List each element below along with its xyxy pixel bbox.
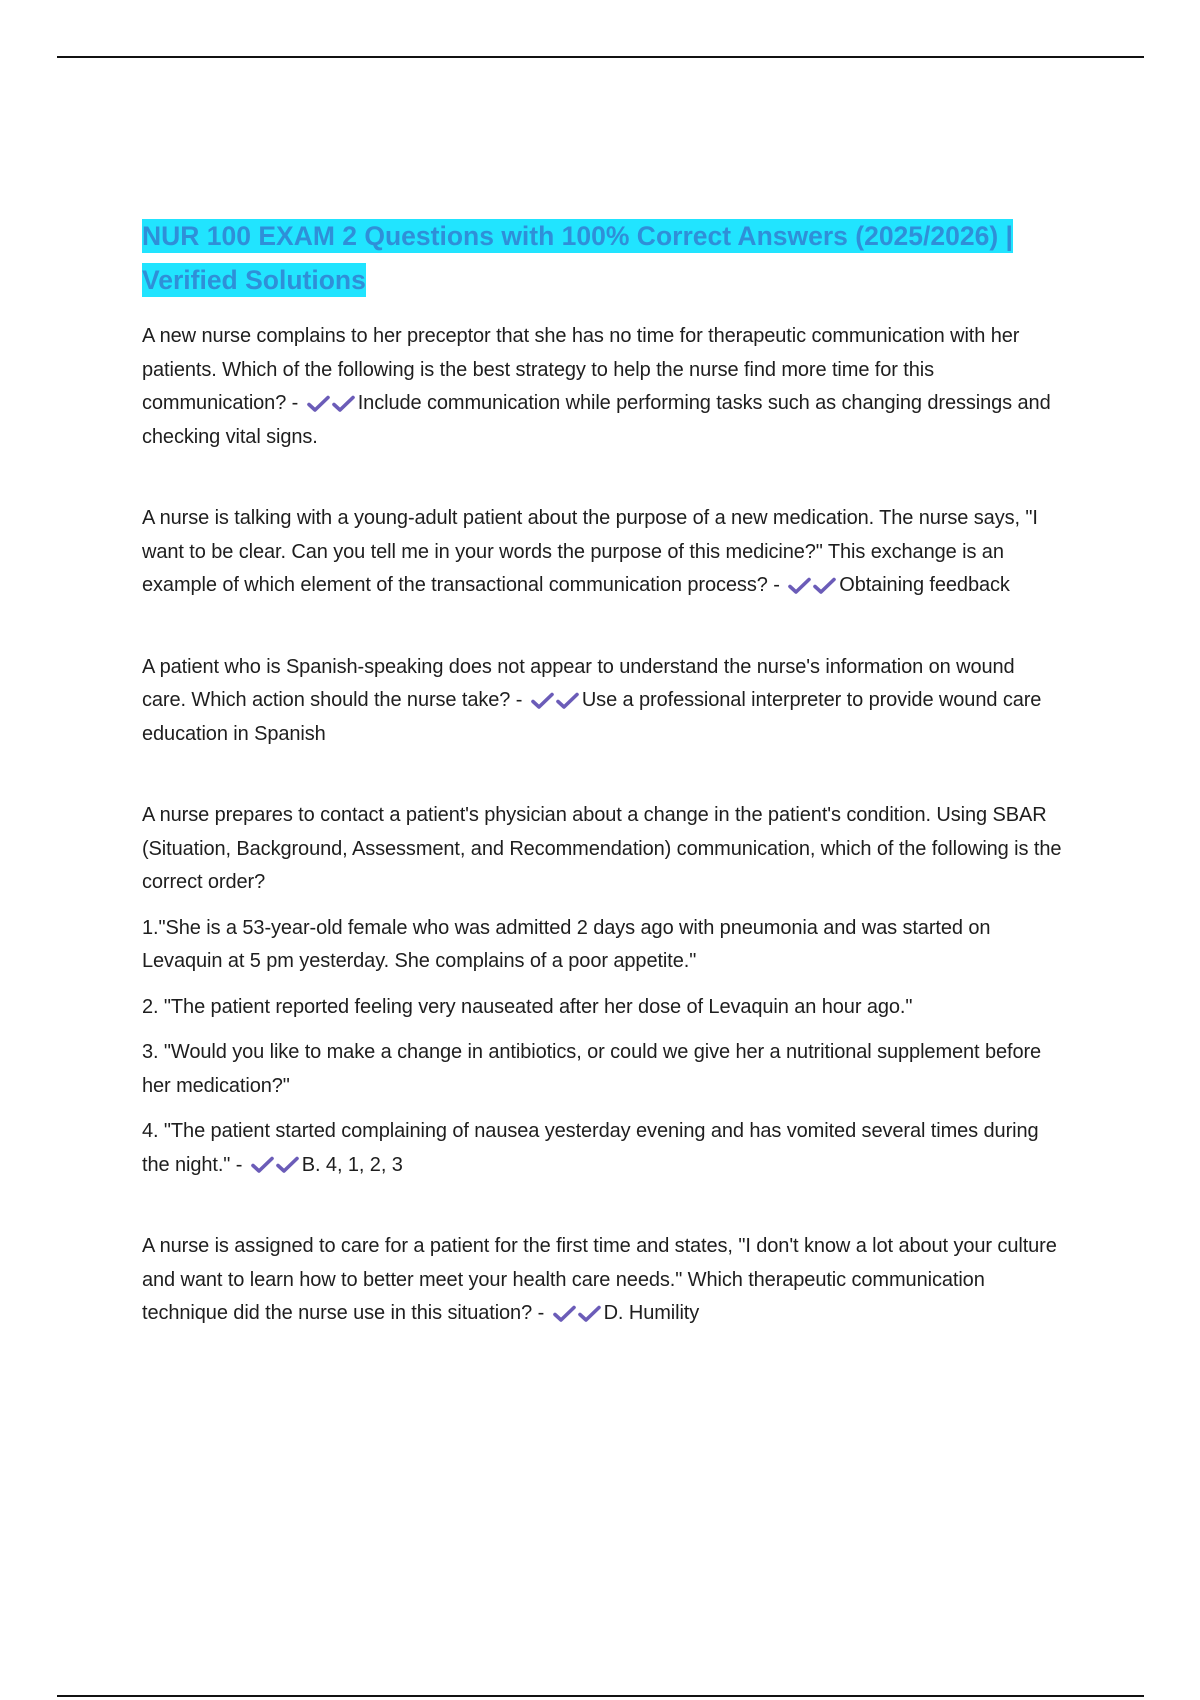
double-check-icon [530,684,580,718]
question-text: A patient who is Spanish-speaking does not appear to understand the nurse's information on wound care. Which action should the nurse take? - [142,655,1015,712]
qa-item-4 [142,799,1062,1182]
option-1: 1."She is a 53-year-old female who was admitted 2 days ago with pneumonia and was started on Levaquin at 5 pm yesterday. She complains of a poor appetite." [142,916,991,973]
double-check-icon [552,1297,602,1331]
double-check-icon [250,1149,300,1183]
qa-item-3 [142,651,1062,752]
option-4: 4. "The patient started complaining of nausea yesterday evening and has vomited several times during the night." - [142,1120,1039,1176]
question-text: A nurse is talking with a young-adult patient about the purpose of a new medication. The nurse says, "I want to be clear. Can you tell me in your words the purpose of this medicine?" This exchange is an example of which element of the transactional communication process? - [142,507,1038,597]
qa-item-5 [142,1230,1062,1331]
option-2: 2. "The patient reported feeling very nauseated after her dose of Levaquin an hour ago." [142,995,913,1018]
qa-item-1 [142,320,1062,454]
check-icon [577,1304,602,1324]
check-icon [275,1155,300,1175]
top-page-rule [57,56,1144,58]
document-body [142,214,1062,1379]
check-icon [555,691,580,711]
qa-paragraph [142,320,1062,454]
check-icon [306,394,331,414]
check-icon [331,394,356,414]
qa-paragraph [142,502,1062,603]
answer-text: Obtaining feedback [839,574,1010,597]
question-text: A nurse prepares to contact a patient's physician about a change in the patient's condition. Using SBAR (Situation, Background, Assessment, and Recommendation) communication, which of the following is the correct order? [142,804,1062,894]
double-check-icon [306,387,356,421]
answer-text: Use a professional interpreter to provide wound care education in Spanish [142,689,1042,745]
check-icon [530,691,555,711]
question-text: A nurse is assigned to care for a patient for the first time and states, "I don't know a lot about your culture and want to learn how to better meet your health care needs." Which therapeutic communication technique did the nurse use in this situation? - [142,1235,1057,1325]
check-icon [787,576,812,596]
title-highlight: NUR 100 EXAM 2 Questions with 100% Correct Answers (2025/2026) | Verified Solutions [142,221,1013,295]
answer-text: D. Humility [603,1302,700,1325]
option-4-with-answer [142,1115,1062,1182]
qa-paragraph [142,651,1062,752]
qa-paragraph [142,1230,1062,1331]
document-title [142,214,1062,302]
option-3: 3. "Would you like to make a change in antibiotics, or could we give her a nutritional supplement before her medication?" [142,1041,1042,1097]
question-text: A new nurse complains to her preceptor that she has no time for therapeutic communication with her patients. Which of the following is the best strategy to help the nurse find more time for this communication? - [142,325,1020,415]
bottom-page-rule [57,1695,1144,1697]
qa-item-2 [142,502,1062,603]
answer-text: B. 4, 1, 2, 3 [301,1153,403,1176]
check-icon [250,1155,275,1175]
check-icon [812,576,837,596]
answer-text: Include communication while performing tasks such as changing dressings and checking vital signs. [142,392,1051,448]
check-icon [552,1304,577,1324]
double-check-icon [787,569,837,603]
